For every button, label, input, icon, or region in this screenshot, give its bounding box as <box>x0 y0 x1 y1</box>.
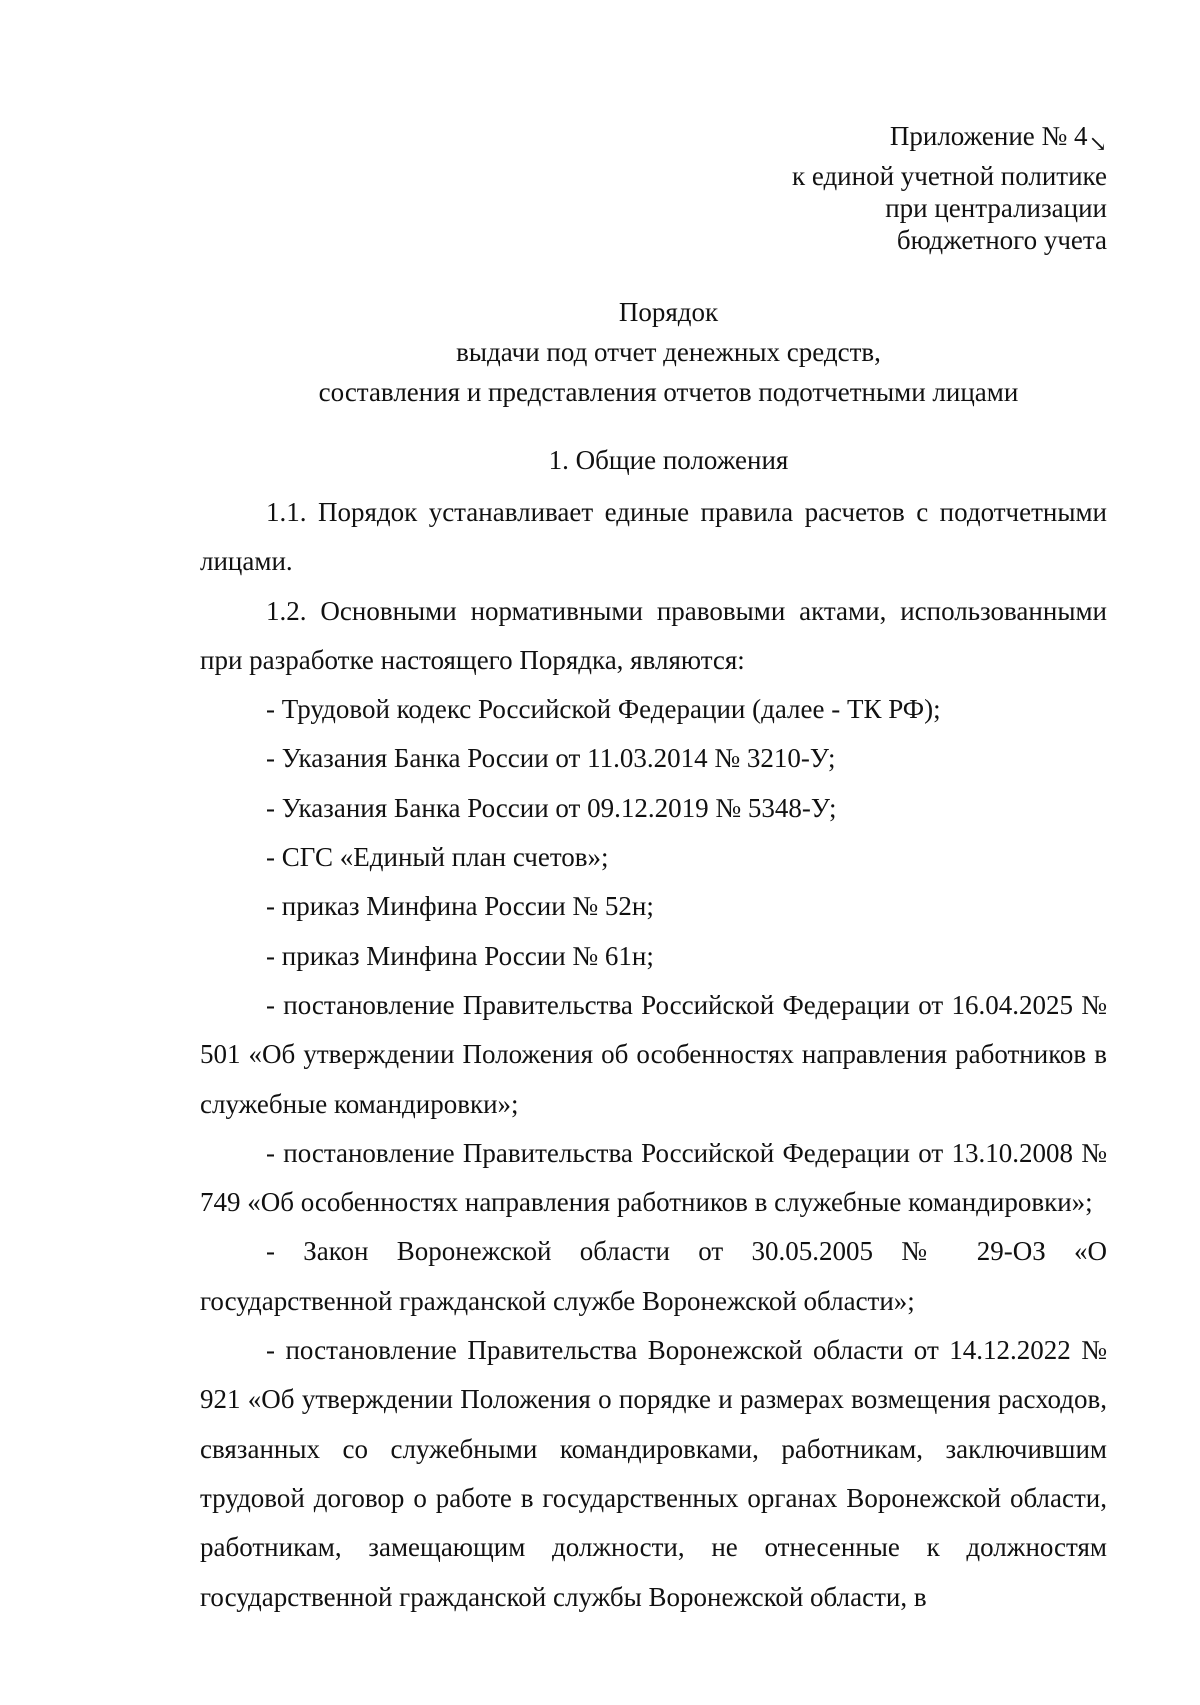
document-title <box>230 292 1107 412</box>
pen-mark-icon: ↘ <box>1088 131 1107 156</box>
appendix-number: Приложение № 4 <box>889 121 1088 151</box>
title-line-3: составления и представления отчетов подотчетными лицами <box>318 377 1019 407</box>
document-body <box>200 488 1107 1622</box>
appendix-line-3: при централизации <box>885 193 1107 223</box>
list-item-bank-directive-5348: - Указания Банка России от 09.12.2019 № 5348-У; <box>266 792 837 823</box>
list-item-voronezh-law-29-oz: - Закон Воронежской области от 30.05.2005 № 29-ОЗ «О государственной гражданской службе Воронежской области»; <box>200 1236 1107 1316</box>
list-item-voronezh-decree-921: - постановление Правительства Воронежской области от 14.12.2022 № 921 «Об утверждении Положения о порядке и размерах возмещения расходов, связанных со служебными командировками, работникам, заключившим трудовой договор о работе в государственных органах Воронежской области, работникам, замещающим должности, не отнесенные к должностям государственной гражданской службы Воронежской области, в <box>200 1335 1107 1612</box>
paragraph-1-2: 1.2. Основными нормативными правовыми актами, использованными при разработке настоящего Порядка, являются: <box>200 595 1107 675</box>
list-item-government-decree-501: - постановление Правительства Российской Федерации от 16.04.2025 № 501 «Об утверждении Положения об особенностях направления работников в служебные командировки»; <box>200 989 1107 1119</box>
paragraph-1-1: 1.1. Порядок устанавливает единые правила расчетов с подотчетными лицами. <box>200 497 1107 577</box>
list-item-sgs-chart-of-accounts: - СГС «Единый план счетов»; <box>266 842 609 873</box>
title-line-2: выдачи под отчет денежных средств, <box>456 337 881 367</box>
appendix-line-2: к единой учетной политике <box>791 161 1107 191</box>
section-heading: 1. Общие положения <box>548 445 789 475</box>
list-item-minfin-order-52n: - приказ Минфина России № 52н; <box>266 891 654 922</box>
title-line-1: Порядок <box>618 297 719 327</box>
appendix-line-4: бюджетного учета <box>896 225 1107 255</box>
list-item-bank-directive-3210: - Указания Банка России от 11.03.2014 № 3210-У; <box>266 743 836 774</box>
list-item-government-decree-749: - постановление Правительства Российской Федерации от 13.10.2008 № 749 «Об особенностях направления работников в служебные командировки»; <box>200 1137 1107 1218</box>
list-item-minfin-order-61n: - приказ Минфина России № 61н; <box>266 940 654 971</box>
list-item-labor-code: - Трудовой кодекс Российской Федерации (далее - ТК РФ); <box>266 694 941 725</box>
appendix-header <box>200 120 1107 256</box>
